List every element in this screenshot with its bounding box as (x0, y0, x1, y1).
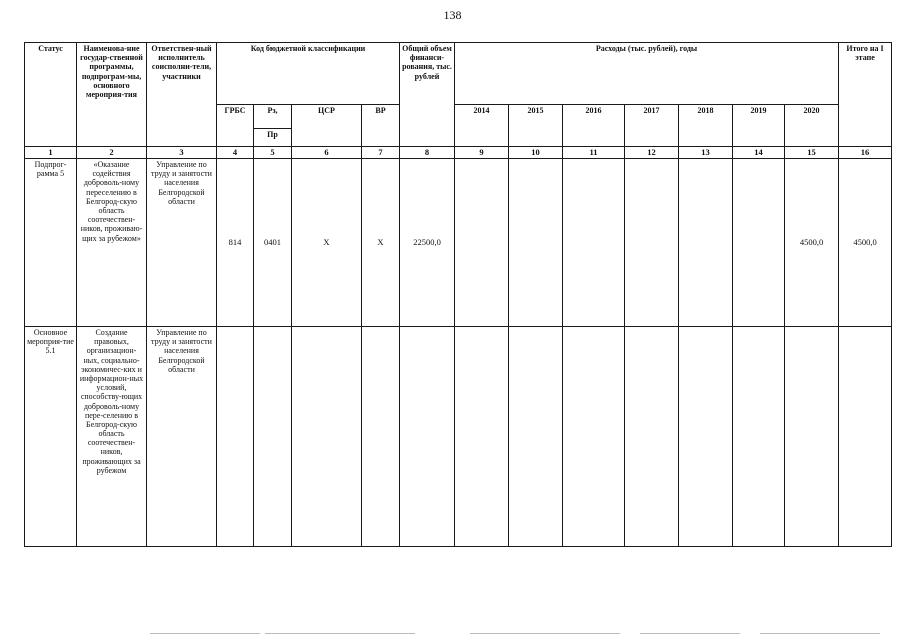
header-year-2015: 2015 (509, 105, 563, 147)
column-number: 8 (400, 147, 455, 159)
header-stage-total: Итого на I этапе (839, 43, 892, 147)
column-number: 6 (292, 147, 362, 159)
column-number: 10 (509, 147, 563, 159)
row-total (400, 327, 455, 547)
scan-artifact-lines (0, 633, 905, 635)
row-vr: Х (362, 159, 400, 327)
row-name: Создание правовых, организацион-ных, социально-экономичес-ких и информацион-ных условий, способству-ющих доброволь-ному пере-селению в Белгород-скую область соотечествен-ников, проживающих за рубежом (77, 327, 147, 547)
row-grbs: 814 (217, 159, 254, 327)
column-number: 16 (839, 147, 892, 159)
row-csr (292, 327, 362, 547)
row-grbs (217, 327, 254, 547)
column-number: 2 (77, 147, 147, 159)
row-stage-total: 4500,0 (839, 159, 892, 327)
row-year-2020: 4500,0 (785, 159, 839, 327)
row-responsible: Управление по труду и занятости населения Белгородской области (147, 159, 217, 327)
column-number: 13 (679, 147, 733, 159)
row-year-2016 (563, 327, 625, 547)
column-number: 9 (455, 147, 509, 159)
header-year-2014: 2014 (455, 105, 509, 147)
row-rz-pr: 0401 (254, 159, 292, 327)
row-year-2016 (563, 159, 625, 327)
row-total: 22500,0 (400, 159, 455, 327)
header-year-2017: 2017 (625, 105, 679, 147)
row-csr: Х (292, 159, 362, 327)
row-year-2019 (733, 159, 785, 327)
header-grbs: ГРБС (217, 105, 254, 147)
row-year-2018 (679, 327, 733, 547)
row-status: Основное мероприя-тие 5.1 (25, 327, 77, 547)
row-name: «Оказание содействия доброволь-ному переселению в Белгород-скую область соотечествен-ников, проживаю-щих за рубежом» (77, 159, 147, 327)
column-number: 5 (254, 147, 292, 159)
row-year-2015 (509, 159, 563, 327)
header-status: Статус (25, 43, 77, 147)
header-total-volume: Общий объем финанси-рования, тыс. рублей (400, 43, 455, 147)
page-number: 138 (443, 8, 462, 22)
budget-table (24, 42, 892, 547)
column-number: 15 (785, 147, 839, 159)
header-expenses: Расходы (тыс. рублей), годы (455, 43, 839, 105)
table-row (25, 327, 892, 547)
row-year-2014 (455, 159, 509, 327)
header-rz: Рз, (254, 105, 292, 129)
header-year-2020: 2020 (785, 105, 839, 147)
header-csr: ЦСР (292, 105, 362, 147)
column-number: 7 (362, 147, 400, 159)
row-vr (362, 327, 400, 547)
header-name: Наименова-ние государ-ственной программы, подпрограм-мы, основного мероприя-тия (77, 43, 147, 147)
column-number: 1 (25, 147, 77, 159)
header-budget-code: Код бюджетной классификации (217, 43, 400, 105)
row-year-2014 (455, 327, 509, 547)
row-year-2017 (625, 327, 679, 547)
row-responsible: Управление по труду и занятости населения Белгородской области (147, 327, 217, 547)
row-year-2015 (509, 327, 563, 547)
table-row (25, 159, 892, 327)
header-responsible: Ответствен-ный исполнитель соисполни-тели, участники (147, 43, 217, 147)
row-rz-pr (254, 327, 292, 547)
column-number: 12 (625, 147, 679, 159)
header-year-2016: 2016 (563, 105, 625, 147)
column-number: 4 (217, 147, 254, 159)
column-number: 11 (563, 147, 625, 159)
header-vr: ВР (362, 105, 400, 147)
header-year-2018: 2018 (679, 105, 733, 147)
row-stage-total (839, 327, 892, 547)
row-year-2019 (733, 327, 785, 547)
column-number: 3 (147, 147, 217, 159)
header-pr: Пр (254, 129, 292, 147)
column-number: 14 (733, 147, 785, 159)
row-year-2020 (785, 327, 839, 547)
row-year-2017 (625, 159, 679, 327)
row-year-2018 (679, 159, 733, 327)
header-year-2019: 2019 (733, 105, 785, 147)
row-status: Подпрог-рамма 5 (25, 159, 77, 327)
